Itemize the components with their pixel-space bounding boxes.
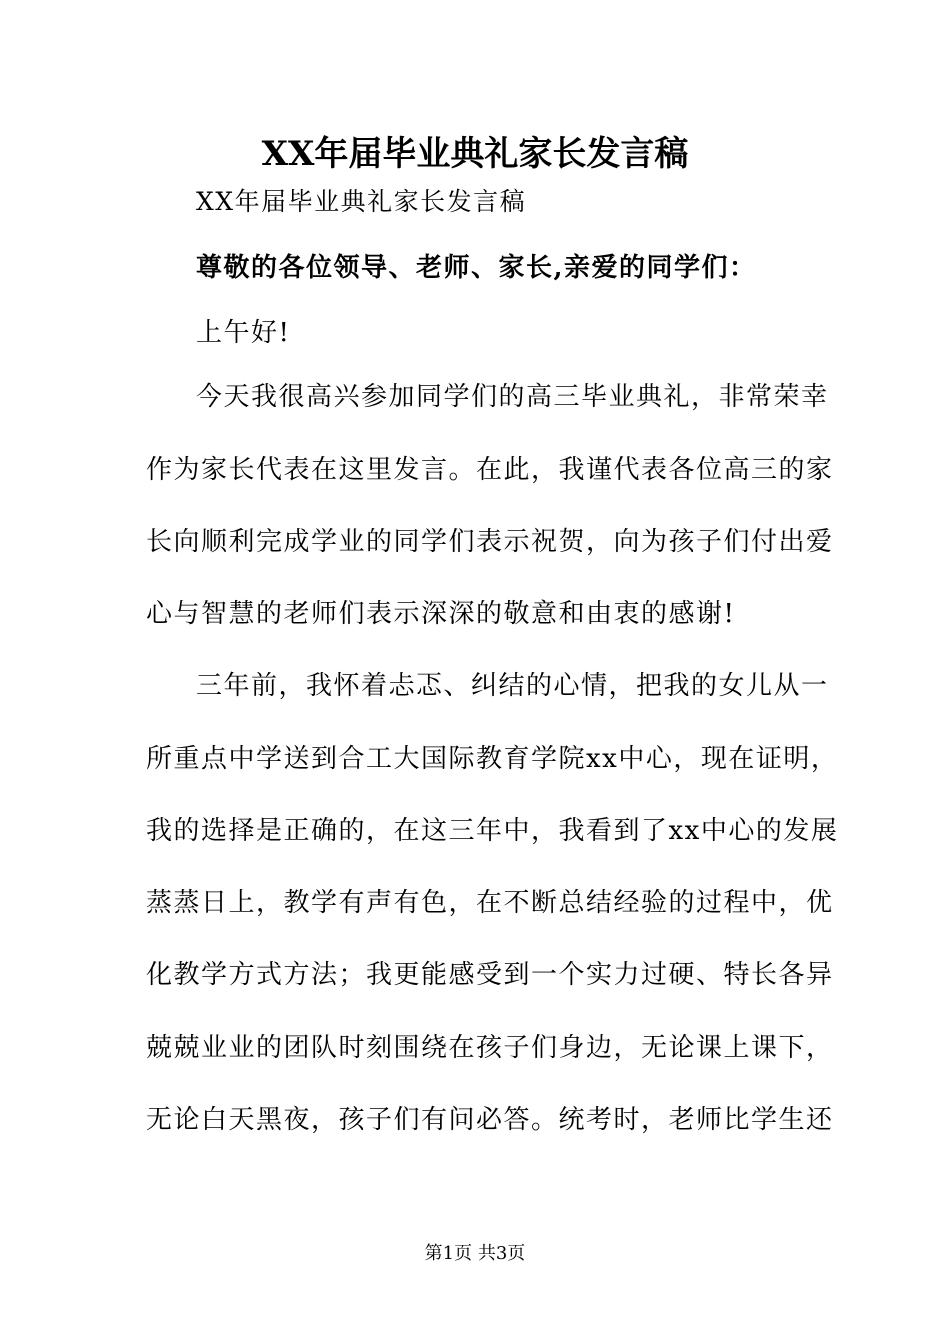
document-title: XX年届毕业典礼家长发言稿 <box>261 134 689 174</box>
paragraph-line: 我的选择是正确的，在这三年中，我看到了xx中心的发展 <box>146 816 839 846</box>
document-subtitle: XX年届毕业典礼家长发言稿 <box>196 187 527 216</box>
greeting: 上午好! <box>196 318 291 348</box>
paragraph-line: 作为家长代表在这里发言。在此，我谨代表各位高三的家 <box>146 455 834 485</box>
page-footer: 第1页 共3页 <box>424 1243 526 1264</box>
paragraph-line: 长向顺利完成学业的同学们表示祝贺，向为孩子们付出爱 <box>146 527 834 557</box>
paragraph-line: 心与智慧的老师们表示深深的敬意和由衷的感谢! <box>146 599 736 629</box>
paragraph-line: 兢兢业业的团队时刻围绕在孩子们身边，无论课上课下， <box>146 1033 834 1063</box>
paragraph-line: 今天我很高兴参加同学们的高三毕业典礼，非常荣幸 <box>196 382 829 412</box>
paragraph-line: 蒸蒸日上，教学有声有色，在不断总结经验的过程中，优 <box>146 888 834 918</box>
paragraph-line: 无论白天黑夜，孩子们有问必答。统考时，老师比学生还 <box>146 1105 834 1135</box>
paragraph-line: 化教学方式方法；我更能感受到一个实力过硬、特长各异 <box>146 960 834 990</box>
paragraph-line: 三年前，我怀着忐忑、纠结的心情，把我的女儿从一 <box>196 671 829 701</box>
salutation: 尊敬的各位领导、老师、家长,亲爱的同学们： <box>196 253 757 283</box>
paragraph-line: 所重点中学送到合工大国际教育学院xx中心，现在证明， <box>146 744 839 774</box>
